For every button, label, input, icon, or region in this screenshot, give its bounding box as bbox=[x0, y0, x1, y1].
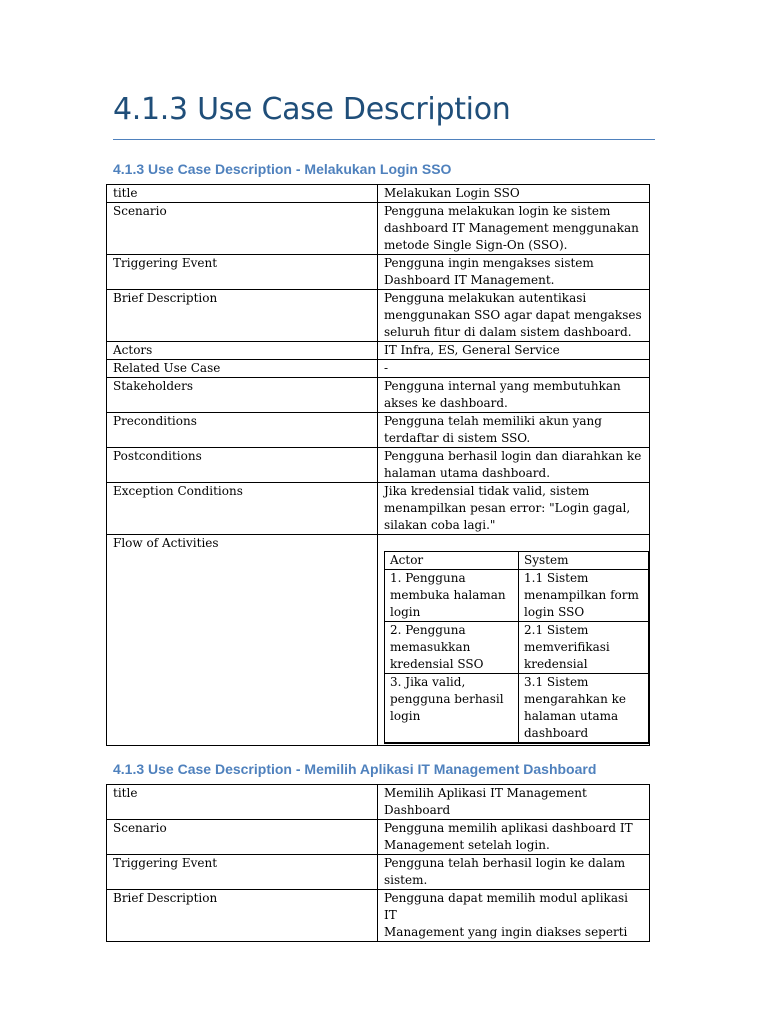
flow-step-row bbox=[385, 570, 649, 622]
row-value: Pengguna ingin mengakses sistem Dashboard IT Management. bbox=[378, 255, 650, 290]
flow-step-actor: 3. Jika valid, pengguna berhasil login bbox=[385, 674, 519, 744]
row-value: - bbox=[378, 360, 650, 378]
row-value: Melakukan Login SSO bbox=[378, 185, 650, 203]
table-row bbox=[107, 483, 650, 535]
row-label: title bbox=[107, 185, 378, 203]
flow-spacer bbox=[384, 535, 649, 551]
table-row bbox=[107, 203, 650, 255]
row-label: Triggering Event bbox=[107, 255, 378, 290]
table-row bbox=[107, 342, 650, 360]
table-row bbox=[107, 413, 650, 448]
table-row bbox=[107, 448, 650, 483]
flow-header-actor: Actor bbox=[385, 552, 519, 570]
row-value: Pengguna berhasil login dan diarahkan ke halaman utama dashboard. bbox=[378, 448, 650, 483]
flow-step-row bbox=[385, 674, 649, 744]
table-row-flow-of-activities bbox=[107, 535, 650, 746]
row-label: Related Use Case bbox=[107, 360, 378, 378]
row-value: Jika kredensial tidak valid, sistem menampilkan pesan error: "Login gagal, silakan coba lagi." bbox=[378, 483, 650, 535]
row-value: Pengguna internal yang membutuhkan akses ke dashboard. bbox=[378, 378, 650, 413]
row-label: Brief Description bbox=[107, 290, 378, 342]
flow-step-system: 3.1 Sistem mengarahkan ke halaman utama dashboard bbox=[519, 674, 649, 744]
table-row bbox=[107, 360, 650, 378]
flow-step-system: 2.1 Sistem memverifikasi kredensial bbox=[519, 622, 649, 674]
row-value: Pengguna dapat memilih modul aplikasi IT Management yang ingin diakses seperti bbox=[378, 890, 650, 942]
page-heading: 4.1.3 Use Case Description bbox=[113, 92, 511, 127]
row-value: IT Infra, ES, General Service bbox=[378, 342, 650, 360]
row-label: Brief Description bbox=[107, 890, 378, 942]
row-label: Exception Conditions bbox=[107, 483, 378, 535]
row-value: Memilih Aplikasi IT Management Dashboard bbox=[378, 785, 650, 820]
table-row bbox=[107, 855, 650, 890]
flow-cell bbox=[378, 535, 650, 746]
flow-header-system: System bbox=[519, 552, 649, 570]
row-value: Pengguna telah berhasil login ke dalam sistem. bbox=[378, 855, 650, 890]
row-value: Pengguna telah memiliki akun yang terdaftar di sistem SSO. bbox=[378, 413, 650, 448]
row-value: Pengguna memilih aplikasi dashboard IT Management setelah login. bbox=[378, 820, 650, 855]
flow-step-actor: 2. Pengguna memasukkan kredensial SSO bbox=[385, 622, 519, 674]
table-row bbox=[107, 185, 650, 203]
flow-of-activities-table bbox=[384, 551, 649, 744]
row-label: Flow of Activities bbox=[107, 535, 378, 746]
flow-step-row bbox=[385, 622, 649, 674]
row-label: Preconditions bbox=[107, 413, 378, 448]
row-value: Pengguna melakukan login ke sistem dashboard IT Management menggunakan metode Single Sign-On (SSO). bbox=[378, 203, 650, 255]
flow-header-row bbox=[385, 552, 649, 570]
row-label: Triggering Event bbox=[107, 855, 378, 890]
table-row bbox=[107, 890, 650, 942]
row-label: Postconditions bbox=[107, 448, 378, 483]
row-label: Stakeholders bbox=[107, 378, 378, 413]
section-heading-login-sso: 4.1.3 Use Case Description - Melakukan Login SSO bbox=[113, 161, 452, 177]
section-heading-memilih-aplikasi: 4.1.3 Use Case Description - Memilih Aplikasi IT Management Dashboard bbox=[113, 761, 597, 777]
use-case-table-login-sso bbox=[106, 184, 650, 746]
flow-step-system: 1.1 Sistem menampilkan form login SSO bbox=[519, 570, 649, 622]
table-row bbox=[107, 255, 650, 290]
table-row bbox=[107, 820, 650, 855]
table-row bbox=[107, 378, 650, 413]
row-label: Actors bbox=[107, 342, 378, 360]
flow-step-actor: 1. Pengguna membuka halaman login bbox=[385, 570, 519, 622]
use-case-table-memilih-aplikasi bbox=[106, 784, 650, 942]
row-label: title bbox=[107, 785, 378, 820]
row-value: Pengguna melakukan autentikasi menggunakan SSO agar dapat mengakses seluruh fitur di dalam sistem dashboard. bbox=[378, 290, 650, 342]
table-row bbox=[107, 785, 650, 820]
row-label: Scenario bbox=[107, 203, 378, 255]
table-row bbox=[107, 290, 650, 342]
row-label: Scenario bbox=[107, 820, 378, 855]
heading-underline bbox=[113, 139, 655, 140]
